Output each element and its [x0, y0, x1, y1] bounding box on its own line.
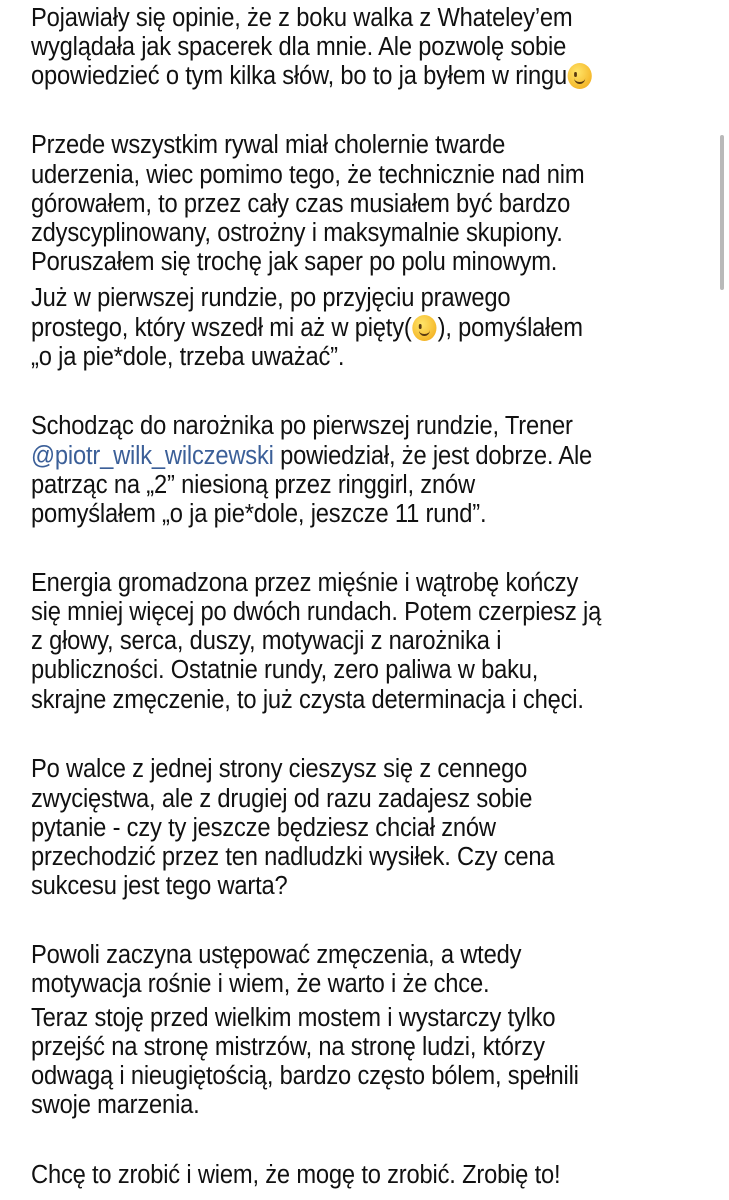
winking-face-emoji-icon — [413, 315, 437, 341]
caption-line: zwycięstwa, ale z drugiej od razu zadajesz sobie — [31, 785, 533, 813]
caption-line: przechodzić przez ten nadludzki wysiłek. Czy cena — [31, 843, 555, 871]
caption-line: sukcesu jest tego warta? — [31, 872, 288, 900]
caption-line: przejść na stronę mistrzów, na stronę ludzi, którzy — [31, 1033, 545, 1061]
caption-line: z głowy, serca, duszy, motywacji z narożnika i — [31, 627, 502, 655]
caption-line: zdyscyplinowany, ostrożny i maksymalnie skupiony. — [31, 219, 563, 247]
caption-line: pomyślałem „o ja pie*dole, jeszcze 11 rund”. — [31, 500, 487, 528]
caption-line: Teraz stoję przed wielkim mostem i wystarczy tylko — [31, 1004, 556, 1032]
caption-line: skrajne zmęczenie, to już czysta determinacja i chęci. — [31, 686, 584, 714]
caption-line-text: powiedział, że jest dobrze. Ale — [273, 442, 593, 470]
caption-line: uderzenia, wiec pomimo tego, że technicznie nad nim — [31, 161, 585, 189]
caption-line: wyglądała jak spacerek dla mnie. Ale pozwolę sobie — [31, 33, 567, 61]
caption-line — [31, 61, 593, 91]
caption-line-text: opowiedzieć o tym kilka słów, bo to ja byłem w ringu — [31, 62, 568, 90]
caption-line: Pojawiały się opinie, że z boku walka z Whateley’em — [31, 4, 573, 32]
caption-line: „o ja pie*dole, trzeba uważać”. — [31, 343, 345, 371]
caption-line: publiczności. Ostatnie rundy, zero paliwa w baku, — [31, 656, 539, 684]
caption-line-text: prostego, który wszedł mi aż w pięty( — [31, 314, 412, 342]
caption-line: odwagą i nieugiętością, bardzo często bólem, spełnili — [31, 1062, 579, 1090]
caption-line: patrząc na „2” niesioną przez ringgirl, znów — [31, 471, 475, 499]
winking-face-emoji-icon — [568, 63, 592, 89]
caption-line — [31, 441, 592, 471]
caption-line: Przede wszystkim rywal miał cholernie twarde — [31, 131, 506, 159]
caption-line: Już w pierwszej rundzie, po przyjęciu prawego — [31, 284, 511, 312]
caption-line: Powoli zaczyna ustępować zmęczenia, a wtedy — [31, 941, 522, 969]
scrollbar[interactable] — [720, 135, 724, 290]
caption-line: Chcę to zrobić i wiem, że mogę to zrobić. Zrobię to! — [31, 1161, 561, 1189]
caption-line: się mniej więcej po dwóch rundach. Potem czerpiesz ją — [31, 598, 602, 626]
user-mention-link[interactable]: @piotr_wilk_wilczewski — [31, 442, 274, 470]
caption-line — [31, 313, 583, 343]
caption-line: Po walce z jednej strony cieszysz się z cennego — [31, 755, 528, 783]
caption-line: górowałem, to przez cały czas musiałem być bardzo — [31, 190, 571, 218]
caption-line: Poruszałem się trochę jak saper po polu minowym. — [31, 248, 558, 276]
caption-line: Schodząc do narożnika po pierwszej rundzie, Trener — [31, 412, 573, 440]
caption-line: pytanie - czy ty jeszcze będziesz chciał znów — [31, 814, 496, 842]
caption-line-text: ), pomyślałem — [437, 314, 583, 342]
caption-line: motywacja rośnie i wiem, że warto i że chce. — [31, 970, 490, 998]
caption-line: Energia gromadzona przez mięśnie i wątrobę kończy — [31, 569, 579, 597]
caption-line: swoje marzenia. — [31, 1091, 200, 1119]
